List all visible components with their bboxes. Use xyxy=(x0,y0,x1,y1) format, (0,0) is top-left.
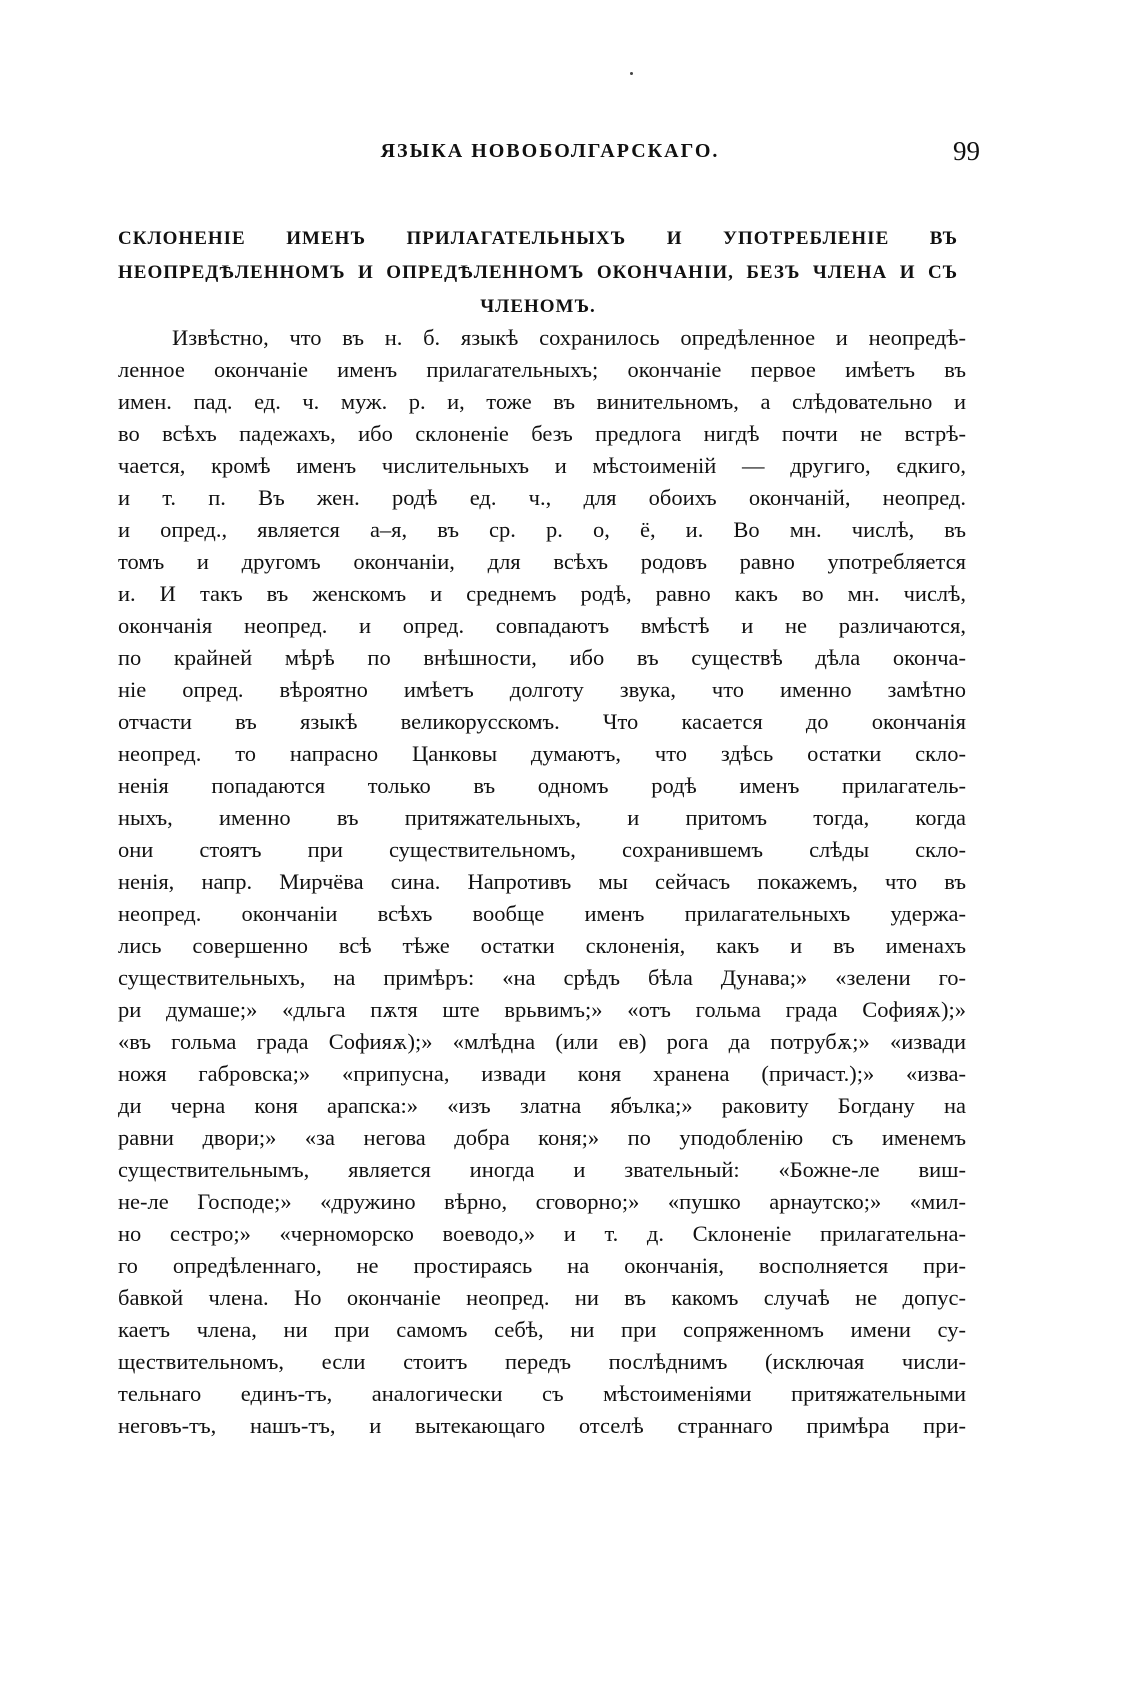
text-line: окончанія неопред. и опред. совпадаютъ вмѣстѣ и не различаются, xyxy=(118,613,966,638)
text-line: и т. п. Въ жен. родѣ ед. ч., для обоихъ окончаній, неопред. xyxy=(118,485,966,510)
text-line: имен. пад. ед. ч. муж. р. и, тоже въ винительномъ, а слѣдовательно и xyxy=(118,389,966,414)
text-line: томъ и другомъ окончаніи, для всѣхъ родовъ равно употребляется xyxy=(118,549,966,574)
text-line: ществительномъ, если стоитъ передъ послѣднимъ (исключая числи- xyxy=(118,1349,966,1374)
text-line: неопред. то напрасно Цанковы думаютъ, что здѣсь остатки скло- xyxy=(118,741,966,766)
text-line: они стоятъ при существительномъ, сохранившемъ слѣды скло- xyxy=(118,837,966,862)
text-line: равни двори;» «за негова добра коня;» по уподобленію съ именемъ xyxy=(118,1125,966,1150)
text-line: ленное окончаніе именъ прилагательныхъ; окончаніе первое имѣетъ въ xyxy=(118,357,966,382)
text-line: Извѣстно, что въ н. б. языкѣ сохранилось опредѣленное и неопредѣ- xyxy=(172,325,966,350)
text-line: по крайней мѣрѣ по внѣшности, ибо въ существѣ дѣла оконча- xyxy=(118,645,966,670)
print-speck xyxy=(630,72,633,75)
text-line: существительныхъ, на примѣръ: «на срѣдъ бѣла Дунава;» «зелени го- xyxy=(118,965,966,990)
text-line: неговъ-тъ, нашъ-тъ, и вытекающаго отселѣ страннаго примѣра при- xyxy=(118,1413,966,1438)
text-line: отчасти въ языкѣ великорусскомъ. Что касается до окончанія xyxy=(118,709,966,734)
running-head xyxy=(120,136,980,172)
body-text xyxy=(118,322,966,1442)
text-line: ненія попадаются только въ одномъ родѣ именъ прилагатель- xyxy=(118,773,966,798)
text-line: ныхъ, именно въ притяжательныхъ, и притомъ тогда, когда xyxy=(118,805,966,830)
text-line: и опред., является а–я, въ ср. р. о, ё, и. Во мн. числѣ, въ xyxy=(118,517,966,542)
text-line: и. И такъ въ женскомъ и среднемъ родѣ, равно какъ во мн. числѣ, xyxy=(118,581,966,606)
text-line: ри думаше;» «дльга пѫтя ште врьвимъ;» «отъ гольма града Софияѫ);» xyxy=(118,997,966,1022)
text-line: тельнаго единъ-тъ, аналогически съ мѣстоименіями притяжательными xyxy=(118,1381,966,1406)
text-line: неопред. окончаніи всѣхъ вообще именъ прилагательныхъ удержа- xyxy=(118,901,966,926)
text-line: лись совершенно всѣ тѣже остатки склоненія, какъ и въ именахъ xyxy=(118,933,966,958)
text-line: существительнымъ, является иногда и звательный: «Божне-ле виш- xyxy=(118,1157,966,1182)
text-line: каетъ члена, ни при самомъ себѣ, ни при сопряженномъ имени су- xyxy=(118,1317,966,1342)
page-number: 99 xyxy=(953,136,980,166)
text-line: ножя габровска;» «припусна, извади коня хранена (причаст.);» «изва- xyxy=(118,1061,966,1086)
text-line: не-ле Господе;» «дружино вѣрно, сговорно;» «пушко арнаутско;» «мил- xyxy=(118,1189,966,1214)
section-heading: СКЛОНЕНІЕ ИМЕНЪ ПРИЛАГАТЕЛЬНЫХЪ И УПОТРЕБЛЕНІЕ ВЪ НЕОПРЕДѢЛЕННОМЪ И ОПРЕДѢЛЕННОМЪ ОКОНЧАНІИ, БЕЗЪ ЧЛЕНА И СЪ ЧЛЕНОМЪ. xyxy=(118,228,958,317)
text-line: ди черна коня арапска:» «изъ златна ябълка;» ракoвиту Богдану на xyxy=(118,1093,966,1118)
text-line: бавкой члена. Но окончаніе неопред. ни въ какомъ случаѣ не допус- xyxy=(118,1285,966,1310)
text-line: ненія, напр. Мирчёва сина. Напротивъ мы сейчасъ покажемъ, что въ xyxy=(118,869,966,894)
text-line: во всѣхъ падежахъ, ибо склоненіе безъ предлога нигдѣ почти не встрѣ- xyxy=(118,421,966,446)
text-line: ніе опред. вѣроятно имѣетъ долготу звука, что именно замѣтно xyxy=(118,677,966,702)
text-line: го опредѣленнаго, не простираясь на окончанія, восполняется при- xyxy=(118,1253,966,1278)
running-title: ЯЗЫКА НОВОБОЛГАРСКАГО. xyxy=(380,140,720,162)
text-line: «въ гольма града Софияѫ);» «млѣдна (или ев) рога да потрубѫ;» «извади xyxy=(118,1029,966,1054)
text-line: чается, кромѣ именъ числительныхъ и мѣстоименій — другиго, єдкиго, xyxy=(118,453,966,478)
text-line: но сестро;» «черноморско воеводо,» и т. д. Склоненіе прилагательна- xyxy=(118,1221,966,1246)
